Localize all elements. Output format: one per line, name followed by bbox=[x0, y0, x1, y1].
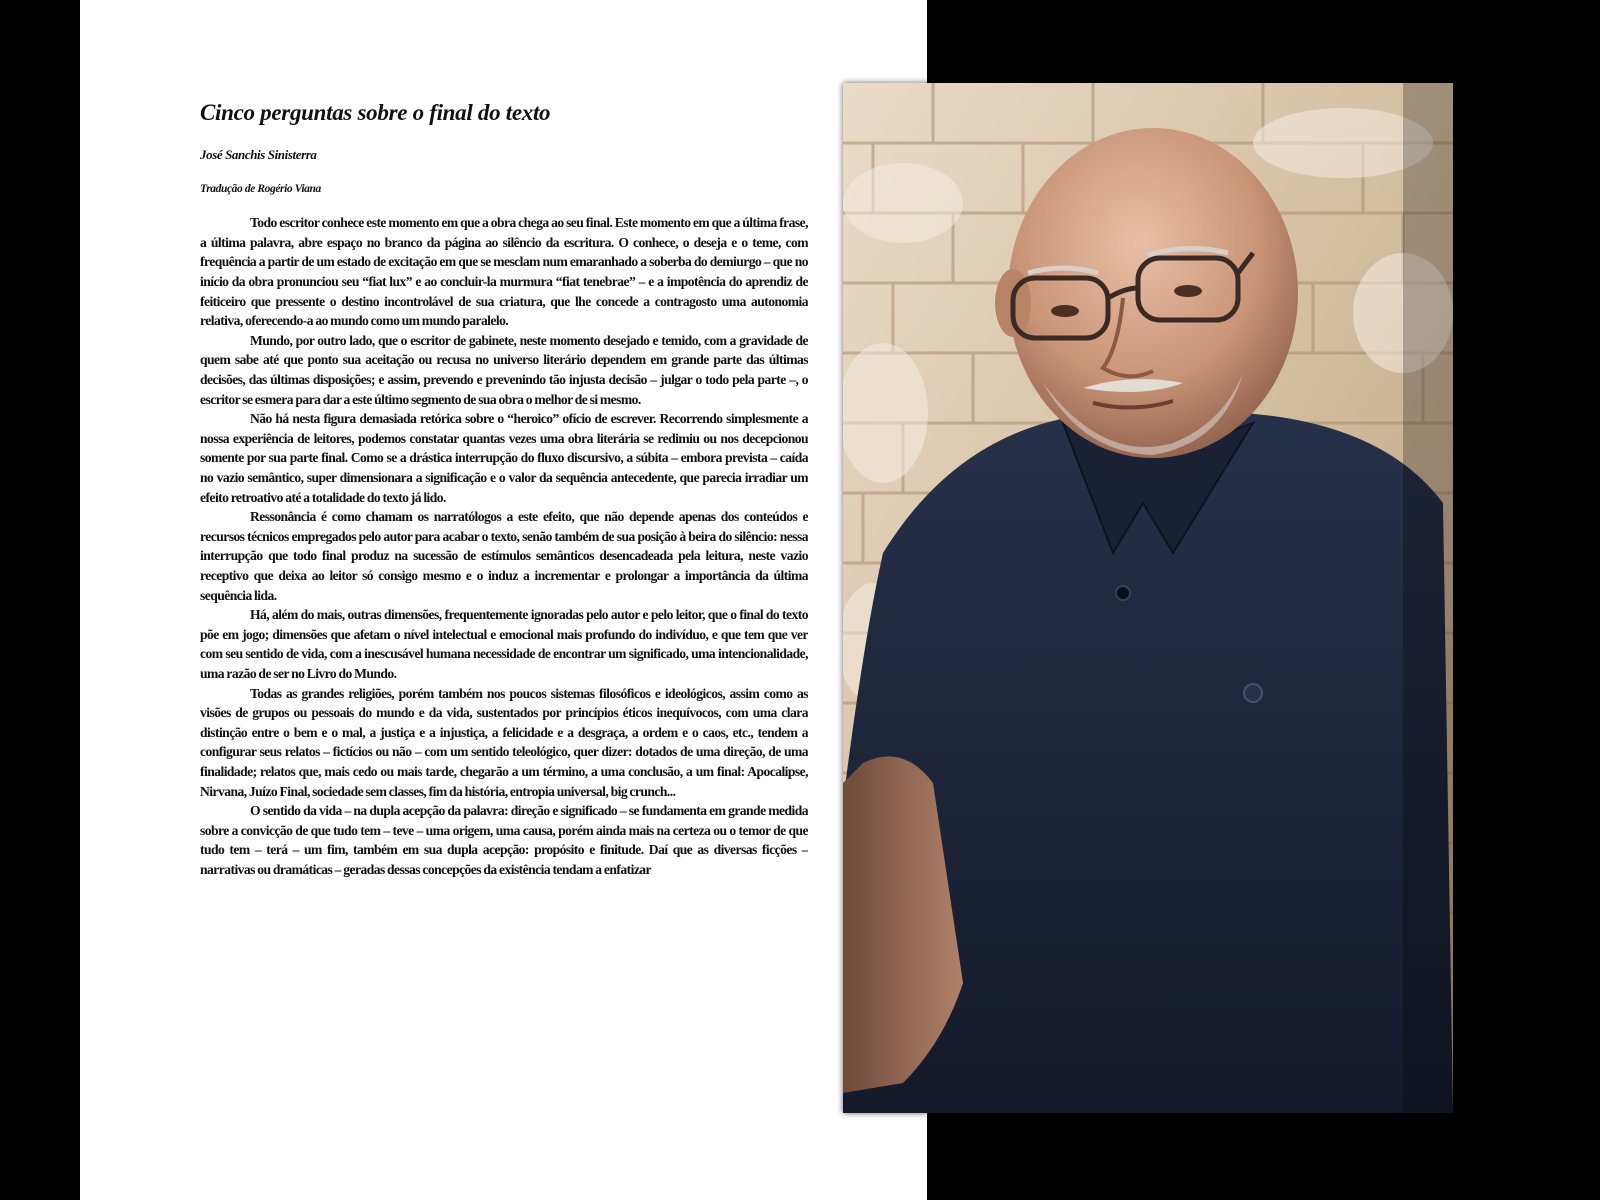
shirt-button bbox=[1116, 586, 1130, 600]
shadow-edge bbox=[1403, 83, 1453, 1113]
translator-credit: Tradução de Rogério Viana bbox=[200, 183, 321, 196]
article-title: Cinco perguntas sobre o final do texto bbox=[200, 100, 551, 125]
portrait-illustration bbox=[843, 83, 1453, 1113]
paragraph: Ressonância é como chamam os narratólogos a este efeito, que não depende apenas dos conteúdos e recursos técnicos empregados pelo autor para acabar o texto, senão também de sua posição à beira do silêncio: nessa interrupção que todo final produz na sucessão de estímulos semânticos desencadeada pela leitura, neste vazio receptivo que deixa ao leitor só consigo mesmo e o induz a incrementar e prolongar a importância da última sequência lida. bbox=[200, 509, 808, 603]
paragraph: Não há nesta figura demasiada retórica sobre o “heroico” ofício de escrever. Recorrendo simplesmente a nossa experiência de leitores, podemos constatar quantas vezes uma obra literária se redimiu ou nos decepcionou somente por sua parte final. Como se a drástica interrupção do fluxo discursivo, a súbita – embora prevista – caída no vazio semântico, super dimensionara a significação e o valor da sequência antecedente, que parecia irradiar um efeito retroativo até a totalidade do texto já lido. bbox=[200, 411, 808, 505]
author-portrait-photo bbox=[843, 83, 1453, 1113]
document-page bbox=[80, 0, 927, 1200]
eye bbox=[1051, 305, 1079, 317]
article bbox=[200, 100, 808, 1073]
eye bbox=[1174, 285, 1202, 297]
paragraph: O sentido da vida – na dupla acepção da palavra: direção e significado – se fundamenta em grande medida sobre a convicção de que tudo tem – teve – uma origem, uma causa, porém ainda mais na certeza ou o temor de que tudo tem – terá – um fim, também em sua dupla acepção: propósito e finitude. Daí que as diversas ficções – narrativas ou dramáticas – geradas dessas concepções da existência tendam a enfatizar bbox=[200, 803, 808, 877]
author-name: José Sanchis Sinisterra bbox=[200, 147, 317, 163]
paragraph: Há, além do mais, outras dimensões, frequentemente ignoradas pelo autor e pelo leitor, que o final do texto põe em jogo; dimensões que afetam o nível intelectual e emocional mais profundo do indivíduo, e que tem que ver com seu sentido de vida, com a inescusável humana necessidade de encontrar um significado, uma intencionalidade, uma razão de ser no Livro do Mundo. bbox=[200, 607, 808, 681]
paragraph: Todas as grandes religiões, porém também nos poucos sistemas filosóficos e ideológicos, assim como as visões de grupos ou pessoais do mundo e da vida, sustentados por princípios éticos inequívocos, com uma clara distinção entre o bem e o mal, a justiça e a injustiça, a felicidade e a desgraça, a ordem e o caos, etc., tendem a configurar seus relatos – fictícios ou não – com um sentido teleológico, quer dizer: dotados de uma direção, de uma finalidade; relatos que, mais cedo ou mais tarde, chegarão a um término, a uma conclusão, a um final: Apocalipse, Nirvana, Juízo Final, sociedade sem classes, fim da história, entropia universal, big crunch... bbox=[200, 685, 808, 799]
paragraph: Mundo, por outro lado, que o escritor de gabinete, neste momento desejado e temido, com a gravidade de quem sabe até que ponto sua aceitação ou recusa no universo literário dependem em grande parte das últimas decisões, das últimas disposições; e assim, prevendo e prevenindo tão injusta decisão – julgar o todo pela parte –, o escritor se esmera para dar a este último segmento de sua obra o melhor de si mesmo. bbox=[200, 332, 808, 407]
shirt-button bbox=[1244, 684, 1262, 702]
head bbox=[1008, 128, 1298, 458]
paragraph: Todo escritor conhece este momento em que a obra chega ao seu final. Este momento em que a última frase, a última palavra, abre espaço no branco da página ao silêncio da escritura. O conhece, o deseja e o teme, com frequência a partir de um estado de excitação em que se mesclam num emaranhado a soberba do demiurgo – que no início da obra pronunciou seu “fiat lux” e ao concluir-la murmura “fiat tenebrae” – e a impotência do aprendiz de feiticeiro que pressente o destino incontrolável de sua criatura, que lhe concede a contragosto uma autonomia relativa, oferecendo-a ao mundo como um mundo paralelo. bbox=[200, 215, 808, 329]
article-body bbox=[200, 213, 808, 1073]
